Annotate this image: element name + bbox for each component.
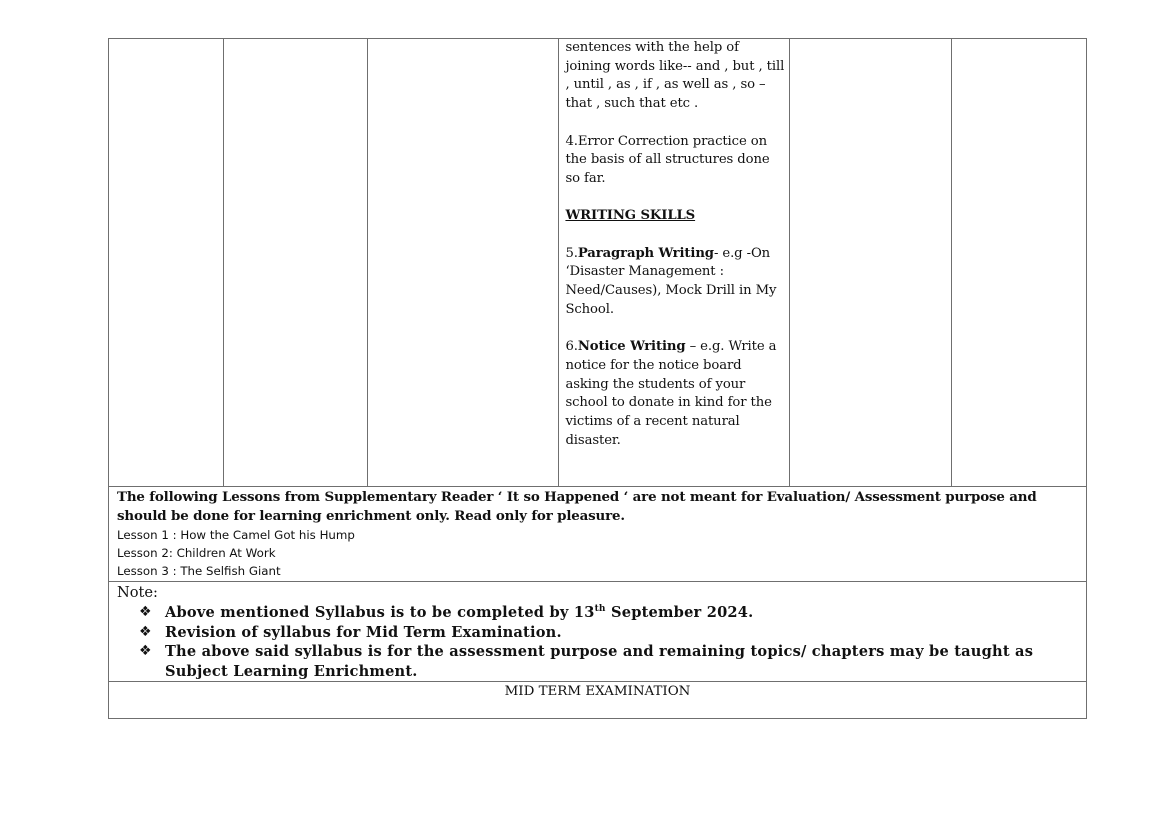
empty-cell-3 [368, 39, 559, 487]
diamond-bullet-icon: ❖ [139, 643, 152, 660]
note-item-text: Above mentioned Syllabus is to be completed by 13 [165, 604, 595, 621]
paragraph-writing-title: Paragraph Writing [577, 245, 714, 261]
note-item-completion [139, 603, 1078, 623]
syllabus-content-row [109, 39, 1087, 487]
supplementary-intro: The following Lessons from Supplementary Reader ‘ It so Happened ‘ are not meant for Evaluation/ Assessment purpose and should be done for learning enrichment only. Read only for pleasure. [117, 489, 1037, 524]
note-item-revision [139, 623, 1078, 643]
error-correction-text: 4.Error Correction practice on the basis of all structures done so far. [565, 133, 770, 186]
supplementary-cell [109, 487, 1087, 582]
paragraph-writing-item [565, 245, 784, 320]
connectors-text: sentences with the help of joining words like-- and , but , till , until , as , if , as well as , so –that , such that etc . [565, 40, 785, 112]
midterm-row [109, 682, 1087, 719]
note-cell [109, 582, 1087, 682]
notice-number: 6. [565, 339, 578, 355]
writing-grammar-cell [559, 39, 789, 487]
lesson-item: Lesson 2: Children At Work [117, 546, 276, 560]
empty-cell-2 [224, 39, 368, 487]
diamond-bullet-icon: ❖ [139, 623, 152, 640]
diamond-bullet-icon: ❖ [139, 604, 152, 620]
lesson-item: Lesson 1 : How the Camel Got his Hump [117, 528, 355, 542]
notice-writing-title: Notice Writing [577, 339, 686, 355]
writing-skills-heading: WRITING SKILLS [565, 208, 696, 224]
syllabus-table [108, 38, 1087, 719]
notice-writing-text: – e.g. Write a notice for the notice board asking the students of your school to donate in kind for the victims of a recent natural disaster. [565, 339, 777, 448]
midterm-cell [109, 682, 1087, 719]
paragraph-number: 5. [565, 245, 578, 261]
notice-writing-item [565, 338, 784, 450]
note-list [117, 603, 1078, 681]
midterm-heading: MID TERM EXAMINATION [504, 684, 691, 700]
empty-cell-5 [789, 39, 951, 487]
note-row [109, 582, 1087, 682]
lesson-item: Lesson 3 : The Selfish Giant [117, 564, 281, 578]
note-item-text: Revision of syllabus for Mid Term Examination. [165, 623, 562, 641]
supplementary-row [109, 487, 1087, 582]
note-item-text: The above said syllabus is for the assessment purpose and remaining topics/ chapters may be taught as Subject Learning Enrichment. [165, 643, 1034, 680]
empty-cell-6 [951, 39, 1086, 487]
paragraph-writing-text: - e.g -On ‘Disaster Management : Need/Causes), Mock Drill in My School. [565, 245, 777, 317]
empty-cell-1 [109, 39, 224, 487]
note-item-assessment [139, 642, 1078, 681]
note-item-text-end: September 2024. [605, 604, 754, 621]
note-label: Note: [117, 584, 158, 601]
ordinal-suffix: th [594, 604, 606, 615]
